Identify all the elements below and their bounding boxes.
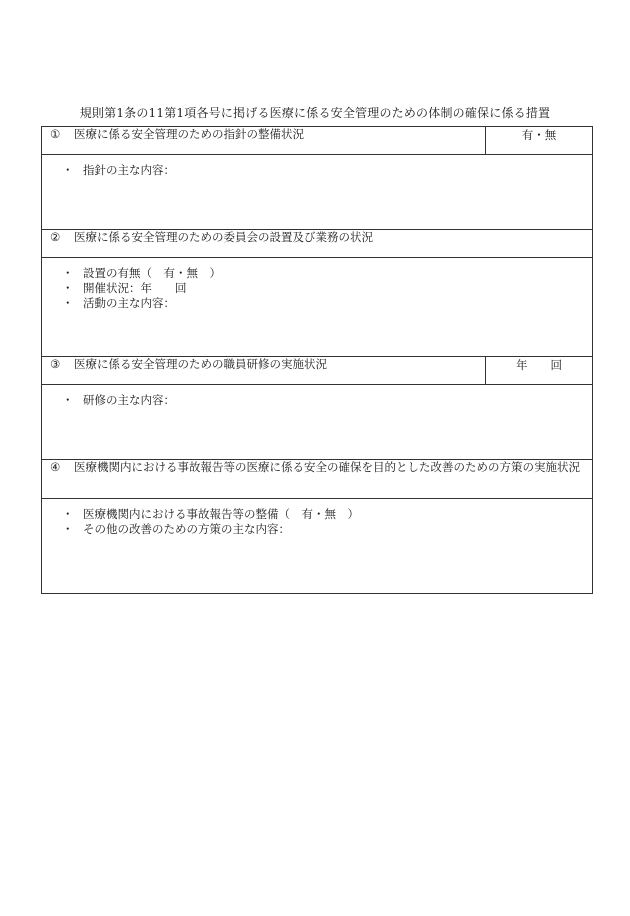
section-2-item-1: 設置の有無（ 有・無 ） bbox=[83, 266, 221, 280]
bullet-mark: ・ bbox=[62, 266, 74, 280]
section-4-header-row bbox=[42, 460, 593, 499]
section-4-body-row bbox=[42, 499, 593, 594]
bullet-mark: ・ bbox=[62, 296, 74, 310]
section-3-count-cell: 年 回 bbox=[486, 357, 593, 385]
section-4-heading: 医療機関内における事故報告等の医療に係る安全の確保を目的とした改善のための方策の実施状況 bbox=[74, 460, 580, 474]
section-1-heading: 医療に係る安全管理のための指針の整備状況 bbox=[74, 127, 304, 141]
list-item bbox=[62, 393, 592, 408]
bullet-mark: ・ bbox=[62, 393, 74, 407]
safety-measures-table bbox=[41, 126, 593, 594]
section-3-number: ③ bbox=[50, 357, 61, 371]
section-1-heading-cell bbox=[42, 127, 486, 155]
list-item bbox=[62, 507, 592, 522]
section-2-heading-cell bbox=[42, 230, 593, 258]
section-3-heading: 医療に係る安全管理のための職員研修の実施状況 bbox=[74, 357, 327, 371]
section-4-heading-cell bbox=[42, 460, 593, 499]
section-1-status-cell: 有・無 bbox=[486, 127, 593, 155]
section-1-item-1: 指針の主な内容： bbox=[83, 163, 175, 177]
section-2-body-row bbox=[42, 258, 593, 357]
section-3-heading-cell bbox=[42, 357, 486, 385]
bullet-mark: ・ bbox=[62, 522, 74, 536]
section-2-item-2: 開催状況：年 回 bbox=[83, 281, 187, 295]
section-2-item-3: 活動の主な内容： bbox=[83, 296, 175, 310]
section-3-body-row bbox=[42, 385, 593, 460]
section-4-number: ④ bbox=[50, 460, 61, 474]
bullet-mark: ・ bbox=[62, 163, 74, 177]
section-1-body-row bbox=[42, 155, 593, 230]
section-3-body bbox=[42, 385, 593, 460]
section-2-header-row bbox=[42, 230, 593, 258]
section-4-item-1: 医療機関内における事故報告等の整備（ 有・無 ） bbox=[83, 507, 359, 521]
list-item bbox=[62, 296, 592, 311]
section-3-item-1: 研修の主な内容： bbox=[83, 393, 175, 407]
section-2-number: ② bbox=[50, 230, 61, 244]
section-1-body bbox=[42, 155, 593, 230]
list-item bbox=[62, 163, 592, 178]
section-2-heading: 医療に係る安全管理のための委員会の設置及び業務の状況 bbox=[74, 230, 373, 244]
list-item bbox=[62, 281, 592, 296]
section-2-body bbox=[42, 258, 593, 357]
section-3-header-row bbox=[42, 357, 593, 385]
bullet-mark: ・ bbox=[62, 507, 74, 521]
section-1-number: ① bbox=[50, 127, 61, 141]
section-4-item-2: その他の改善のための方策の主な内容： bbox=[83, 522, 290, 536]
bullet-mark: ・ bbox=[62, 281, 74, 295]
list-item bbox=[62, 522, 592, 537]
document-title: 規則第1条の11第1項各号に掲げる医療に係る安全管理のための体制の確保に係る措置 bbox=[79, 106, 551, 120]
list-item bbox=[62, 266, 592, 281]
section-1-header-row bbox=[42, 127, 593, 155]
section-4-body bbox=[42, 499, 593, 594]
